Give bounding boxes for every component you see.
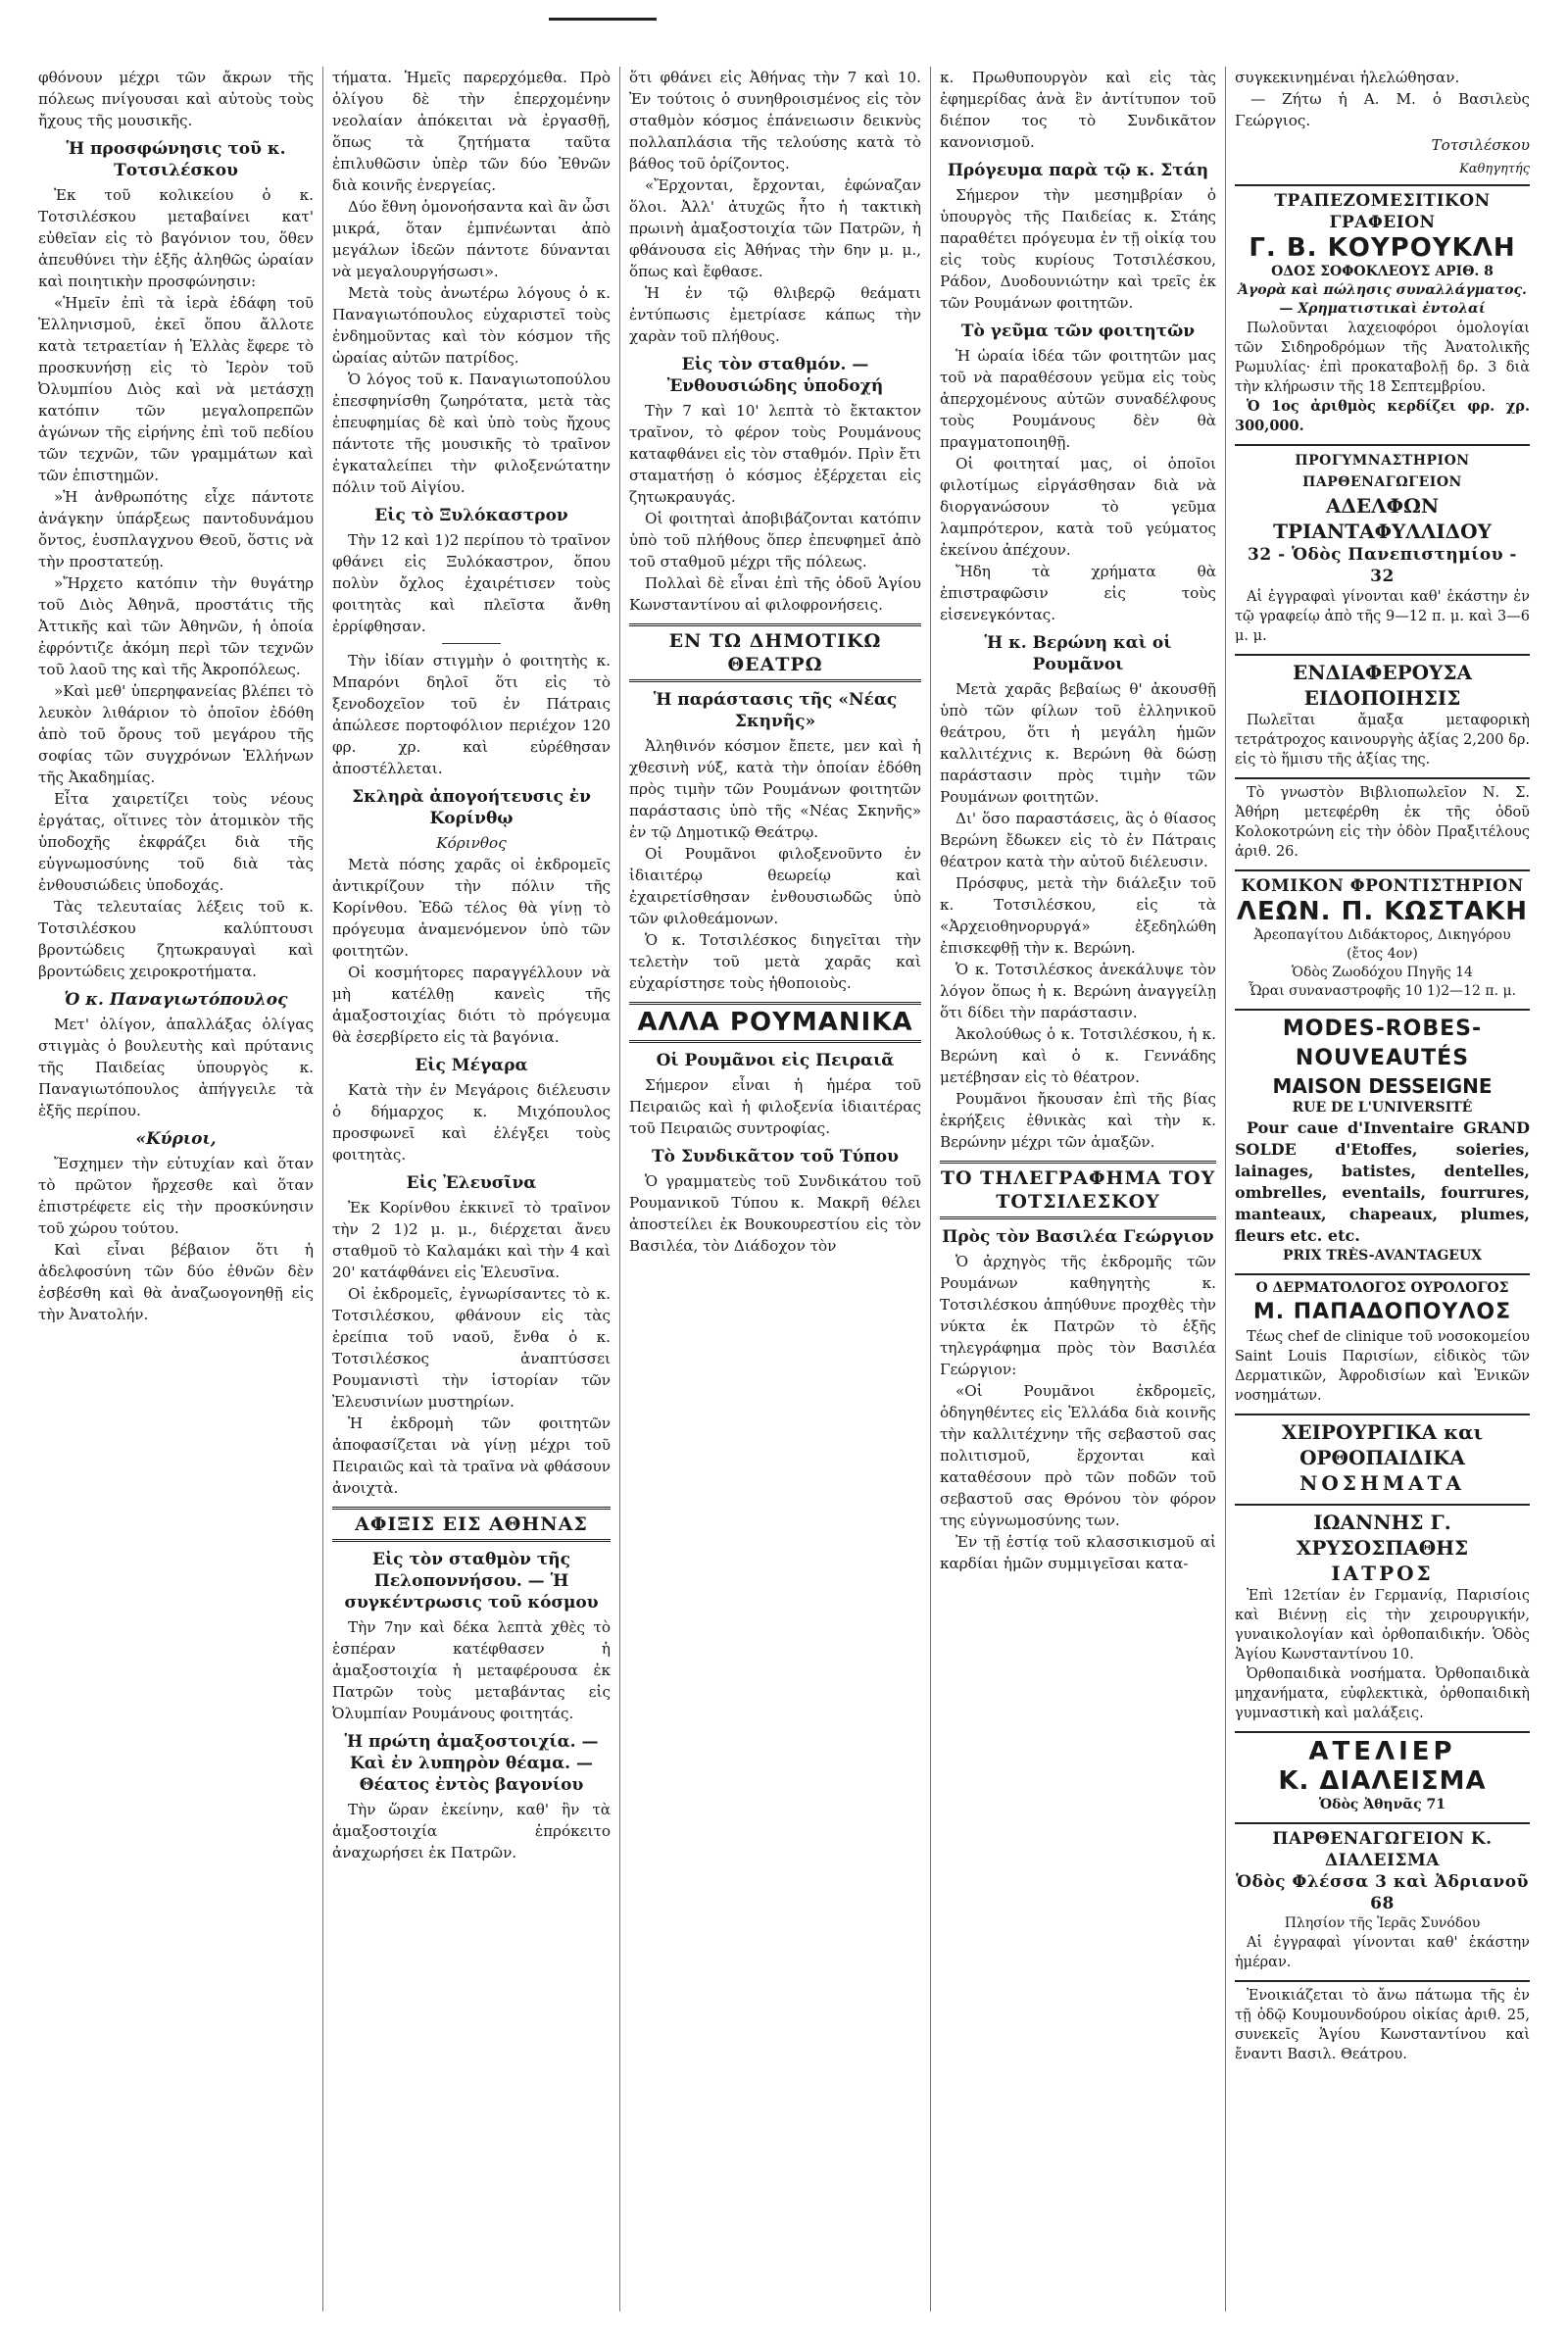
ad-parthenagogeion-body: Αἱ ἐγγραφαὶ γίνονται καθ' ἑκάστην ἡμέραν. [1235, 1935, 1530, 1970]
ad-eidopoiisis [1235, 654, 1530, 773]
col2-separator [442, 643, 501, 644]
col2-p2: Δύο ἔθνη ὁμονοήσαντα καὶ ἂν ὦσι μικρά, ὅταν ἐμπνέωνται ἀπὸ μεγάλων ἰδεῶν πάντοτε δύνανται νὰ μεγαλουργήσωσι». [332, 198, 611, 280]
col5-p2: — Ζήτω ἡ Α. Μ. ὁ Βασιλεὺς Γεώργιος. [1235, 90, 1530, 129]
ad-kourouklis-body: Πωλοῦνται λαχειοφόροι ὁμολογίαι τῶν Σιδηροδρόμων τῆς Ἀνατολικῆς Ρωμυλίας· ἐπὶ προκαταβολῇ δρ. 3 διὰ τὴν κλήρωσιν τῆς 18 Σεπτεμβρίου. [1235, 321, 1530, 395]
ad-papadopoulos-title: Ο ΔΕΡΜΑΤΟΛΟΓΟΣ ΟΥΡΟΛΟΓΟΣ [1255, 1280, 1509, 1296]
col3-box-dimotiko-theatro: ΕΝ ΤΩ ΔΗΜΟΤΙΚΩ ΘΕΑΤΡΩ [629, 623, 921, 682]
ad-triantafyllidou-body: Αἱ ἐγγραφαὶ γίνονται καθ' ἑκάστην ἐν τῷ γραφείῳ ἀπὸ τῆς 9—12 π. μ. καὶ 3—6 μ. μ. [1235, 589, 1530, 644]
col2-box-afixis: ΑΦΙΞΙΣ ΕΙΣ ΑΘΗΝΑΣ [332, 1507, 611, 1542]
ad-eidopoiisis-title: ΕΝΔΙΑΦΕΡΟΥΣΑ ΕΙΔΟΠΟΙΗΣΙΣ [1293, 661, 1472, 710]
col4-p10: Ἀκολούθως ὁ κ. Τοτσιλέσκου, ἡ κ. Βερώνη καὶ ὁ κ. Γεννάδης μετέβησαν εἰς τὸ θέατρον. [940, 1025, 1216, 1086]
col4-p14: Ἐν τῇ ἑστίᾳ τοῦ κλασσικισμοῦ αἱ καρδίαι ἡμῶν συμμιγεῖσαι κατα- [940, 1533, 1216, 1572]
ad-desseigne-title: MODES-ROBES-NOUVEAUTÉS [1282, 1017, 1483, 1070]
col3-p2: «Ἔρχονται, ἔρχονται, ἐφώναζαν ὅλοι. Ἀλλ' ἀτυχῶς ἦτο ἡ τακτικὴ πρωινὴ ἀμαξοστοιχία τῶν Πατρῶν, ἡ φθάνουσα εἰς Ἀθήνας τὴν 6ην μ. μ., ὅπως καὶ ἔφθασε. [629, 176, 921, 280]
ad-desseigne-name: MAISON DESSEIGNE [1272, 1074, 1493, 1098]
ad-triantafyllidou-title: ΠΡΟΓΥΜΝΑΣΤΗΡΙΟΝ ΠΑΡΘΕΝΑΓΩΓΕΙΟΝ [1295, 453, 1470, 490]
col4-p2: Σήμερον τὴν μεσημβρίαν ὁ ὑπουργὸς τῆς Παιδείας κ. Στάης παραθέτει πρόγευμα ἐν τῇ οἰκίᾳ του εἰς τοὺς κυρίους Τοτσιλέσκου, Ράδον, Δυοδουνιώτην καὶ τρεῖς ἐκ τῶν Ρουμάνων φοιτητῶν. [940, 186, 1216, 312]
col2-p10: Κατὰ τὴν ἐν Μεγάροις διέλευσιν ὁ δήμαρχος κ. Μιχόπουλος προσφωνεῖ καὶ ἐλέγξει τοὺς φοιτητὰς. [332, 1081, 611, 1164]
ad-papadopoulos [1235, 1273, 1530, 1410]
col4-head-vasilea: Πρὸς τὸν Βασιλέα Γεώργιον [942, 1227, 1214, 1247]
col3-p3: Ἡ ἐν τῷ θλιβερῷ θεάματι ἐντύπωσις ἐμετρίασε κάπως τὴν χαρὰν τοῦ πλήθους. [629, 284, 921, 345]
ad-papadopoulos-name: Μ. ΠΑΠΑΔΟΠΟΥΛΟΣ [1252, 1300, 1512, 1324]
col2-korinthos-dateline: Κόρινθος [436, 834, 507, 852]
column-2 [323, 67, 620, 2311]
col3-p6: Πολλαὶ δὲ εἶναι ἐπὶ τῆς ὁδοῦ Ἁγίου Κωνσταντίνου αἱ φιλοφρονήσεις. [629, 574, 921, 614]
col2-head-korinthos: Σκληρὰ ἀπογοήτευσις ἐν Κορίνθῳ [352, 787, 591, 828]
col4-p1: κ. Πρωθυπουργὸν καὶ εἰς τὰς ἐφημερίδας ἀνὰ ἓν ἀντίτυπον τοῦ διέπον τος τὸ Συνδικᾶτον κανονισμοῦ. [940, 69, 1216, 151]
ad-parthenagogeion-near: Πλησίον τῆς Ἱερᾶς Συνόδου [1284, 1915, 1481, 1931]
ad-enoikiazetai-body: Ἐνοικιάζεται τὸ ἄνω πάτωμα τῆς ἐν τῇ ὁδῷ Κουμουνδούρου οἰκίας ἀριθ. 25, συνεκεῖς Ἁγίου Κωνσταντίνου καὶ ἔναντι Βασιλ. Θεάτρου. [1235, 1988, 1530, 2062]
ad-kostaki-title: ΚΟΜΙΚΟΝ ΦΡΟΝΤΙΣΤΗΡΙΟΝ [1241, 876, 1524, 896]
col4-head-gevma: Τὸ γεῦμα τῶν φοιτητῶν [960, 322, 1196, 341]
col2-p8: Μετὰ πόσης χαρᾶς οἱ ἐκδρομεῖς ἀντικρίζουν τὴν πόλιν τῆς Κορίνθου. Ἐδῶ τέλος θὰ γίνῃ τὸ πρόγευμα ἀναμενόμενον ὑπὸ τῶν φοιτητῶν. [332, 856, 611, 960]
col2-p5: Τὴν 12 καὶ 1)2 περίπου τὸ τραῖνον φθάνει εἰς Ξυλόκαστρον, ὅπου πολὺν ὄχλος ἐχαιρέτισεν τοὺς φοιτητὰς καὶ πλεῖστα ἄνθη ἐρρίφθησαν. [332, 531, 611, 635]
col1-p2: «Ἡμεῖν ἐπὶ τὰ ἱερὰ ἐδάφη τοῦ Ἑλληνισμοῦ, ἐκεῖ ὅπου ἄλλοτε κατὰ τετραετίαν ἡ Ἑλλὰς ἔφερε τὸ προσκυνήσῃ εἰς τὸ Ἱερὸν τοῦ Ὀλυμπίου Διὸς καὶ νὰ μετάσχῃ κατόπιν τῶν μεγαλοπρεπῶν ἀγώνων τῆς εἰρήνης ἐπὶ τοῦ πεδίου τῶν τεχνῶν, τῶν γραμμάτων καὶ τῶν ἐπιστημῶν. [38, 294, 314, 484]
ad-atelier-name: Κ. ΔΙΑΛΕΙΣΜΑ [1278, 1766, 1487, 1796]
col3-p10: Σήμερον εἶναι ἡ ἡμέρα τοῦ Πειραιῶς καὶ ἡ φιλοξενία ἰδιαιτέρας τοῦ Πειραιῶς συντροφίας. [629, 1076, 921, 1137]
ad-parthenagogeion-title: ΠΑΡΘΕΝΑΓΩΓΕΙΟΝ Κ. ΔΙΑΛΕΙΣΜΑ [1272, 1829, 1493, 1870]
col3-p7: Ἀληθινόν κόσμον ἔπετε, μεν καὶ ἡ χθεσινὴ νύξ, κατὰ τὴν ὁποίαν ἐδόθη πρὸς τιμὴν τῶν Ρουμάνων φοιτητῶν παράστασις ὑπὸ τῆς «Νέας Σκηνῆς» ἐν τῷ Δημοτικῷ Θεάτρῳ. [629, 737, 921, 841]
col1-p6: Εἶτα χαιρετίζει τοὺς νέους ἐργάτας, οἵτινες τὸν ἀτομικὸν τῆς ὑποδοχῆς ἐκφράζει διὰ τῆς εὐγνωμοσύνης τοῦ διὰ τὰς ἐνθουσιώδεις ὑποδοχάς. [38, 790, 314, 894]
col4-p5: Ἤδη τὰ χρήματα θὰ ἐπιστραφῶσιν εἰς τοὺς εἰσενεγκόντας. [940, 563, 1216, 623]
page-top-rule [549, 18, 657, 21]
col4-p11: Ρουμᾶνοι ἤκουσαν ἐπὶ τῆς βίας ἐκρήξεις ἐθνικὰς καὶ τὴν κ. Βερώνην μέχρι τῶν ἀμαξῶν. [940, 1090, 1216, 1151]
col2-p12: Οἱ ἐκδρομεῖς, ἐγνωρίσαντες τὸ κ. Τοτσιλέσκου, φθάνουν εἰς τὰς ἐρείπια τοῦ ναοῦ, ἔνθα ὁ κ. Τοτσιλέσκος ἀναπτύσσει Ρουμανιστὶ τὴν ἱστορίαν τῶν Ἐλευσινίων μυστηρίων. [332, 1285, 611, 1411]
ad-chrysospathis-name: ΙΩΑΝΝΗΣ Γ. ΧΡΥΣΟΣΠΑΘΗΣ [1296, 1511, 1469, 1560]
col4-p8: Πρόσφυς, μετὰ τὴν διάλεξιν τοῦ κ. Τοτσιλέσκου, εἰς τὰ «Ἀρχειοθηνορυργά» ἐξεδηλώθη ἐπισκεφθῇ τὴν κ. Βερώνη. [940, 874, 1216, 957]
col2-p4: Ὁ λόγος τοῦ κ. Παναγιωτοπούλου ἐπεσφηνίσθη ζωηρότατα, μετὰ τὰς ἐπευφημίας δὲ καὶ ὑπὸ τοὺς ἤχους πάντοτε τῆς μουσικῆς τὸ τραῖνον ἐγκαταλείπει τὴν φιλοξενώτατην πόλιν τοῦ Αἰγίου. [332, 371, 611, 496]
col1-head-panagiotopoulos: Ὁ κ. Παναγιωτόπουλος [64, 990, 288, 1010]
col3-head-peiraias: Οἱ Ρουμᾶνοι εἰς Πειραιᾶ [656, 1051, 895, 1070]
ad-kourouklis-services: Ἀγορὰ καὶ πώλησις συναλλάγματος. — Χρηματιστικαὶ ἐντολαί [1238, 282, 1527, 317]
col1-head-prosfonisis: Ἡ προσφώνησις τοῦ κ. Τοτσιλέσκου [66, 139, 286, 180]
col2-p14: Τὴν 7ην καὶ δέκα λεπτὰ χθὲς τὸ ἑσπέραν κατέφθασεν ἡ ἀμαξοστοιχία ἡ μεταφέρουσα ἐκ Πατρῶν τοὺς μεταβάντας εἰς Ὀλυμπίαν Ρουμάνους φοιτητάς. [332, 1618, 611, 1722]
col2-p11: Ἐκ Κορίνθου ἐκκινεῖ τὸ τραῖνον τὴν 2 1)2 μ. μ., διέρχεται ἄνευ σταθμοῦ τὸ Καλαμάκι καὶ τὴν 4 καὶ 20' κατάφθάνει εἰς Ἐλευσῖνα. [332, 1199, 611, 1281]
col2-p1: τήματα. Ἡμεῖς παρερχόμεθα. Πρὸ ὀλίγου δὲ τὴν ἐπερχομένην νεολαίαν ἀπόκειται νὰ ἐργασθῇ, ὅπως τὰ ζητήματα ταῦτα ἐπιλυθῶσιν ὑπὲρ τῶν δύο Ἐθνῶν διὰ κοινῆς ἐνεργείας. [332, 69, 611, 194]
ad-kourouklis-prize: Ὁ 1ος ἀριθμὸς κερδίζει φρ. χρ. 300,000. [1235, 398, 1530, 434]
col1-p1: Ἐκ τοῦ κολικείου ὁ κ. Τοτσιλέσκου μεταβαίνει κατ' εὐθεῖαν εἰς τὸ βαγόνιον του, ὅθεν ἀπευθύνει τὴν ἑξῆς ἀληθῶς ὡραίαν καὶ ποιητικὴν προσφώνησιν: [38, 186, 314, 290]
col2-p3: Μετὰ τοὺς ἀνωτέρω λόγους ὁ κ. Παναγιωτόπουλος εὐχαριστεῖ τοὺς ἐνδημοῦντας καὶ τὸν κόσμον τῆς ὡραίας αὐτῶν πατρίδος. [332, 284, 611, 367]
col4-p4: Οἱ φοιτηταί μας, οἱ ὁποῖοι φιλοτίμως εἰργάσθησαν διὰ νὰ διοργανώσουν τὸ γεῦμα λαμπρότερον, κατὰ τοῦ γεύματος ἐκείνου ἀπέχουν. [940, 455, 1216, 559]
col2-head-xylokastro: Εἰς τὸ Ξυλόκαστρον [374, 506, 568, 525]
col2-head-megara: Εἰς Μέγαρα [415, 1056, 528, 1075]
ad-eidopoiisis-body: Πωλεῖται ἄμαξα μεταφορικὴ τετράτροχος καινουργὴς ἀξίας 2,200 δρ. εἰς τὸ ἥμισυ τῆς ἀξίας της. [1235, 713, 1530, 768]
col3-head-syndikato: Τὸ Συνδικᾶτον τοῦ Τύπου [652, 1147, 899, 1166]
ad-kourouklis-title: ΤΡΑΠΕΖΟΜΕΣΙΤΙΚΟΝ ΓΡΑΦΕΙΟΝ [1274, 191, 1491, 232]
ad-kourouklis-address: ΟΔΟΣ ΣΟΦΟΚΛΕΟΥΣ ΑΡΙΘ. 8 [1271, 264, 1494, 279]
ad-atelier [1235, 1731, 1530, 1818]
col2-head-elefsina: Εἰς Ἐλευσῖνα [406, 1173, 537, 1193]
col4-p3: Ἡ ὡραία ἰδέα τῶν φοιτητῶν μας τοῦ νὰ παραθέσουν γεῦμα εἰς τοὺς ἀπερχομένους αὐτῶν συναδέλφους τοὺς Ρουμάνους δὲν θὰ πραγματοποιηθῇ. [940, 347, 1216, 451]
col4-head-veroni: Ἡ κ. Βερώνη καὶ οἱ Ρουμᾶνοι [984, 633, 1172, 674]
col3-p1: ὅτι φθάνει εἰς Ἀθήνας τὴν 7 καὶ 10. Ἐν τούτοις ὁ συνηθροισμένος εἰς τὸν σταθμὸν κόσμος ἐπάνειωσιν δεικνὺς πολλαπλάσια τῆς τελούσης κατὰ τὸ βάθος τοῦ ὁρίζοντος. [629, 69, 921, 173]
ad-atelier-title: ΑΤΕΛΙΕΡ [1308, 1737, 1456, 1766]
col2-p6: Τὴν ἰδίαν στιγμὴν ὁ φοιτητὴς κ. Μπαρόνι δηλοῖ ὅτι εἰς τὸ ξενοδοχεῖον τοῦ ἐν Πάτραις ἀπώλεσε πορτοφόλιον περιέχον 120 φρ. χρ. καὶ εὐρέθησαν ἀποστέλλεται. [332, 652, 611, 777]
ad-chrysospathis [1235, 1504, 1530, 1727]
column-4 [931, 67, 1226, 2311]
ad-chrysospathis-body: Ἐπὶ 12ετίαν ἐν Γερμανίᾳ, Παρισίοις καὶ Βιέννῃ εἰς τὴν χειρουργικήν, γυναικολογίαν καὶ ὀρθοπαιδικήν. Ὁδὸς Ἁγίου Κωνσταντίνου 10. [1235, 1588, 1530, 1662]
ad-triantafyllidou-address: 32 - Ὁδὸς Πανεπιστημίου - 32 [1248, 545, 1517, 586]
ad-orthopaidika [1235, 1414, 1530, 1500]
ad-vivliopoleio-body: Τὸ γνωστὸν Βιβλιοπωλεῖον Ν. Σ. Ἀθήρη μετεφέρθη ἐκ τῆς ὁδοῦ Κολοκοτρώνη εἰς τὴν ὁδὸν Πραξιτέλους ἀριθ. 26. [1235, 785, 1530, 860]
col1-intro: φθόνουν μέχρι τῶν ἄκρων τῆς πόλεως πνίγουσαι καὶ αὐτοὺς τοὺς ἤχους τῆς μουσικῆς. [38, 69, 314, 129]
col3-p5: Οἱ φοιτηταὶ ἀποβιβάζονται κατόπιν ὑπὸ τοῦ πλήθους ὅπερ ἐπευφημεῖ ἀπὸ τοῦ σταθμοῦ μέχρι τῆς πόλεως. [629, 510, 921, 571]
col2-p9: Οἱ κοσμήτορες παραγγέλλουν νὰ μὴ κατέλθῃ κανεὶς τῆς ἀμαξοστοιχίας διότι τὸ πρόγευμα θὰ ἐσερβίρετο εἰς τὰ βαγόνια. [332, 964, 611, 1046]
ad-desseigne-prices: PRIX TRÈS-AVANTAGEUX [1282, 1248, 1483, 1264]
ad-kostaki-name: ΛΕΩΝ. Π. ΚΩΣΤΑΚΗ [1236, 897, 1529, 926]
ad-vivliopoleio [1235, 777, 1530, 866]
col1-p7: Τὰς τελευταίας λέξεις τοῦ κ. Τοτσιλέσκου καλύπτουσι βροντώδεις ζητωκραυγαὶ καὶ βροντώδεις χειροκροτήματα. [38, 898, 314, 980]
col3-p4: Τὴν 7 καὶ 10' λεπτὰ τὸ ἔκτακτον τραῖνον, τὸ φέρον τοὺς Ρουμάνους καταφθάνει εἰς τὸν σταθμόν. Πρὶν ἔτι σταματήσῃ ὁ κόσμος ἐξέρχεται εἰς ζητωκραυγάς. [629, 402, 921, 506]
ad-parthenagogeion [1235, 1822, 1530, 1976]
ad-kostaki-hours: Ὧραι συναναστροφῆς 10 1)2—12 π. μ. [1248, 983, 1517, 999]
col4-p6: Μετὰ χαρᾶς βεβαίως θ' ἀκουσθῇ ὑπὸ τῶν φίλων τοῦ ἑλληνικοῦ θεάτρου, ὅτι ἡ μεγάλη ἡμῶν καλλιτέχνις κ. Βερώνη θὰ δώσῃ παράστασιν πρὸς τιμὴν τῶν Ρουμάνων φοιτητῶν. [940, 680, 1216, 806]
ad-desseigne-street: RUE DE L'UNIVERSITÉ [1292, 1100, 1473, 1116]
col4-p12: Ὁ ἀρχηγὸς τῆς ἐκδρομῆς τῶν Ρουμάνων καθηγητὴς κ. Τοτσιλέσκου ἀπηύθυνε προχθὲς τὴν νύκτα ἐκ Πατρῶν τὸ ἑξῆς τηλεγράφημα πρὸς τὸν Βασιλέα Γεώργιον: [940, 1253, 1216, 1378]
ad-chrysospathis-body2: Ὀρθοπαιδικὰ νοσήματα. Ὀρθοπαιδικὰ μηχανήματα, εὐφλεκτικὰ, ὀρθοπαιδικὴ γυμναστικὴ καὶ μαλάξεις. [1235, 1666, 1530, 1721]
col3-p8: Οἱ Ρουμᾶνοι φιλοξενοῦντο ἐν ἰδιαιτέρῳ θεωρείῳ καὶ ἐχαιρετίσθησαν ἐνθουσιωδῶς ὑπὸ τῶν φιλοθεάμονων. [629, 845, 921, 927]
ad-kourouklis [1235, 184, 1530, 440]
ad-papadopoulos-body: Τέως chef de clinique τοῦ νοσοκομείου Saint Louis Παρισίων, εἰδικὸς τῶν Δερματικῶν, Ἀφροδισίων καὶ Ἐνικῶν νοσημάτων. [1235, 1329, 1530, 1404]
column-3 [620, 67, 931, 2311]
col3-head-ypodoxi: Εἰς τὸν σταθμόν. — Ἐνθουσιώδης ὑποδοχή [666, 355, 884, 396]
ad-desseigne [1235, 1009, 1530, 1269]
col1-p11: Καὶ εἶναι βέβαιον ὅτι ἡ ἀδελφοσύνη τῶν δύο ἐθνῶν δὲν ἐσβέσθη καὶ θὰ ἀναζωογονηθῇ εἰς τὴν Ἀνατολήν. [38, 1241, 314, 1323]
col4-p7: Δι' ὅσο παραστάσεις, ἃς ὁ θίασος Βερώνη ἔδωκεν εἰς τὸ ἐν Πάτραις θέατρον κατὰ τὴν αὐτοῦ διέλευσιν. [940, 810, 1216, 870]
col3-box-alla-roumanika: ΑΛΛΑ ΡΟΥΜΑΝΙΚΑ [629, 1002, 921, 1043]
ad-kostaki-credentials: Ἀρεοπαγίτου Διδάκτορος, Δικηγόρου (ἔτος 4ον) [1253, 927, 1511, 962]
ad-atelier-address: Ὁδὸς Ἀθηνᾶς 71 [1319, 1797, 1446, 1812]
col2-p13: Ἡ ἐκδρομὴ τῶν φοιτητῶν ἀποφασίζεται νὰ γίνῃ μέχρι τοῦ Πειραιῶς καὶ τὰ τραῖνα νὰ φθάσουν ἀνοιχτὰ. [332, 1414, 611, 1497]
col5-signature-title: Καθηγητής [1459, 162, 1530, 176]
ad-chrysospathis-title: ΙΑΤΡΟΣ [1331, 1562, 1434, 1585]
column-5-advertisements [1226, 67, 1539, 2311]
col1-p5: »Καὶ μεθ' ὑπερηφανείας βλέπει τὸ λευκὸν λιθάριον τὸ ὁποῖον ἐδόθη ἀπὸ τοῦ ὄρους τοῦ μεγάρου τῆς σοφίας τῶν συγχρόνων Ἑλλήνων τῆς Ἀκαδημίας. [38, 682, 314, 786]
col4-head-progevma: Πρόγευμα παρὰ τῷ κ. Στάη [947, 161, 1209, 180]
col4-p9: Ὁ κ. Τοτσιλέσκος ἀνεκάλυψε τὸν λόγον ὅπως ἡ κ. Βερώνη ἀναγγείλῃ ὅτι δίδει τὴν παράστασιν. [940, 961, 1216, 1021]
column-container [29, 67, 1539, 2311]
ad-kostaki [1235, 869, 1530, 1005]
col2-head-proti-amaxostoixia: Ἡ πρώτη ἀμαξοστοιχία. — Καὶ ἐν λυπηρὸν θέαμα. — Θέατος ἐντὸς βαγονίου [344, 1732, 599, 1795]
col1-p3: »Ἡ ἀνθρωπότης εἶχε πάντοτε ἀνάγκην ὑπάρξεως παντοδυνάμου ὄντος, ἐυσπλαγχνου Θεοῦ, ὅστις νὰ τὴν προστατεύῃ. [38, 488, 314, 571]
ad-parthenagogeion-address: Ὁδὸς Φλέσσα 3 καὶ Ἀδριανοῦ 68 [1236, 1872, 1529, 1913]
col3-p11: Ὁ γραμματεὺς τοῦ Συνδικάτου τοῦ Ρουμανικοῦ Τύπου κ. Μακρῆ θέλει ἀποστείλει ἐκ Βουκουρεστίου εἰς τὸν Βασιλέα, τὸν Διάδοχον τὸν [629, 1172, 921, 1255]
ad-orthopaidika-subtitle: ΝΟΣΗΜΑΤΑ [1299, 1471, 1465, 1495]
ad-desseigne-body: Pour caue d'Inventaire GRAND SOLDE d'Etoffes, soieries, lainages, batistes, dentelles, ombrelles, eventails, fourrures, manteaux, chapeaux, plumes, fleurs etc. etc. [1235, 1118, 1530, 1245]
col2-head-stathmos: Εἰς τὸν σταθμὸν τῆς Πελοποννήσου. — Ἡ συγκέντρωσις τοῦ κόσμου [344, 1550, 599, 1613]
col3-p9: Ὁ κ. Τοτσιλέσκος διηγεῖται τὴν τελετὴν τοῦ μετὰ χαρᾶς καὶ εὐχαρίστησε τοὺς ἠθοποιοὺς. [629, 931, 921, 992]
ad-triantafyllidou [1235, 444, 1530, 650]
column-1 [29, 67, 323, 2311]
col1-p10: Ἔσχημεν τὴν εὐτυχίαν καὶ ὅταν τὸ πρῶτον ἤρχεσθε καὶ ὅταν ἐπιστρέφετε εἰς τὴν προσκύνησιν τοῦ χώρου τούτου. [38, 1155, 314, 1237]
col4-p13: «Οἱ Ρουμᾶνοι ἐκδρομεῖς, ὁδηγηθέντες εἰς Ἑλλάδα διὰ κοινῆς τὴν καλλιτέχνην τῆς σεβαστοῦ σας πολιτισμοῦ, ἔρχονται καὶ καταθέσουν πρὸ τῶν ποδῶν τοῦ σεβαστοῦ σας Θρόνου τὸν φόρον της εὐγνωμοσύνης των. [940, 1382, 1216, 1529]
col1-p8: Μετ' ὀλίγον, ἀπαλλάξας ὀλίγας στιγμὰς ὁ βουλευτὴς καὶ πρύτανις τῆς Παιδείας ὑπουργὸς κ. Παναγιωτόπουλος ἀπήγγειλε τὰ ἑξῆς περίπου. [38, 1016, 314, 1119]
col1-greeting: «Κύριοι, [135, 1129, 217, 1149]
ad-enoikiazetai [1235, 1980, 1530, 2068]
col3-head-nea-skini: Ἡ παράστασις τῆς «Νέας Σκηνῆς» [653, 690, 898, 731]
ad-orthopaidika-title: ΧΕΙΡΟΥΡΓΙΚΑ και ΟΡΘΟΠΑΙΔΙΚΑ [1281, 1420, 1484, 1469]
col5-p1: συγκεκινημέναι ἠλελώθησαν. [1235, 69, 1460, 86]
col4-box-tilegrafima: ΤΟ ΤΗΛΕΓΡΑΦΗΜΑ ΤΟΥ ΤΟΤΣΙΛΕΣΚΟΥ [940, 1161, 1216, 1219]
col5-signature: Τοτσιλέσκου [1431, 136, 1530, 154]
ad-triantafyllidou-name: ΑΔΕΛΦΩΝ ΤΡΙΑΝΤΑΦΥΛΛΙΔΟΥ [1273, 494, 1492, 543]
ad-kostaki-address: Ὁδὸς Ζωοδόχου Πηγῆς 14 [1292, 965, 1473, 980]
ad-kourouklis-name: Γ. Β. ΚΟΥΡΟΥΚΛΗ [1249, 233, 1516, 263]
col2-p15: Τὴν ὥραν ἐκείνην, καθ' ἣν τὰ ἀμαξοστοιχία ἐπρόκειτο ἀναχωρήσει ἐκ Πατρῶν. [332, 1801, 611, 1861]
col1-p4: »Ἤρχετο κατόπιν τὴν θυγάτηρ τοῦ Διὸς Ἀθηνᾶ, προστάτις τῆς Ἀττικῆς καὶ τῶν Ἀθηνῶν, ἡ ὁποία ἐφρόντιζε ἀκόμη περὶ τῶν τεχνῶν τοῦ λαοῦ της καὶ τῆς Ἀκροπόλεως. [38, 574, 314, 678]
